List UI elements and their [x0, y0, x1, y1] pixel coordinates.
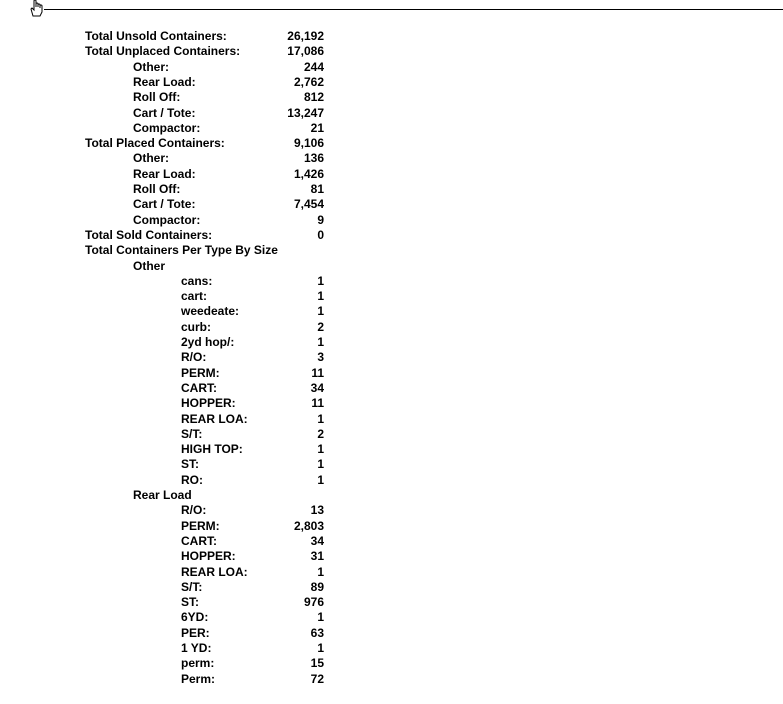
row-value: 31: [310, 549, 324, 564]
summary-row: [0, 90, 330, 105]
row-label: 2yd hop/:: [181, 335, 235, 349]
row-value: 0: [317, 227, 324, 242]
row-label: 1 YD:: [181, 641, 212, 655]
row-label: REAR LOA:: [181, 411, 248, 426]
row-value: 15: [310, 656, 324, 671]
size-row: [0, 442, 330, 457]
row-label: S/T:: [181, 579, 203, 594]
row-label: Compactor:: [133, 212, 201, 227]
row-value: 1: [317, 335, 324, 349]
row-value: 1: [317, 411, 324, 426]
row-value: 34: [310, 380, 324, 395]
row-label: CART:: [181, 533, 217, 548]
summary-row: [0, 121, 330, 136]
row-value: 7,454: [293, 197, 324, 212]
page-top-rule: [44, 9, 783, 10]
row-label: REAR LOA:: [181, 564, 248, 579]
size-row: [0, 610, 330, 625]
size-row: [0, 350, 330, 365]
row-value: 72: [310, 671, 324, 686]
size-row: [0, 595, 330, 610]
row-value: 1: [317, 610, 324, 625]
row-label: curb:: [181, 319, 211, 334]
row-label: Cart / Tote:: [133, 197, 196, 212]
row-label: Other:: [133, 151, 169, 166]
row-label: RO:: [181, 472, 203, 487]
row-label: Roll Off:: [133, 90, 181, 105]
size-row: [0, 335, 330, 350]
size-row: [0, 534, 330, 549]
row-label: Other: [133, 258, 166, 273]
size-row: [0, 457, 330, 472]
summary-row: [0, 75, 330, 90]
row-label: PERM:: [181, 518, 220, 533]
row-value: 1: [317, 273, 324, 288]
row-label: Compactor:: [133, 120, 201, 135]
row-label: Cart / Tote:: [133, 105, 196, 120]
row-label: Rear Load: [133, 488, 192, 502]
size-row: [0, 641, 330, 656]
row-label: PER:: [181, 625, 210, 640]
group-header: [0, 488, 330, 503]
row-label: R/O:: [181, 503, 207, 518]
row-label: Roll Off:: [133, 182, 181, 196]
row-value: 34: [310, 533, 324, 548]
row-value: 976: [303, 595, 324, 610]
row-value: 136: [303, 151, 324, 166]
row-value: 9: [317, 212, 324, 227]
summary-row: [0, 197, 330, 212]
summary-row: [0, 44, 330, 59]
size-row: [0, 503, 330, 518]
row-value: 9,106: [293, 136, 324, 151]
row-label: Rear Load:: [133, 74, 196, 89]
size-row: [0, 580, 330, 595]
summary-row: [0, 106, 330, 121]
row-value: 63: [310, 625, 324, 640]
size-row: [0, 289, 330, 304]
size-row: [0, 672, 330, 687]
size-row: [0, 626, 330, 641]
row-label: 6YD:: [181, 610, 209, 625]
row-value: 11: [311, 396, 324, 411]
row-label: Other:: [133, 59, 169, 74]
row-label: cans:: [181, 273, 213, 288]
row-value: 13,247: [287, 105, 324, 120]
summary-row: [0, 136, 330, 151]
row-label: Total Unplaced Containers:: [85, 44, 241, 59]
size-row: [0, 656, 330, 671]
summary-row: [0, 213, 330, 228]
row-value: 1: [317, 641, 324, 655]
row-value: 2,762: [293, 74, 324, 89]
row-value: 812: [303, 90, 324, 105]
row-value: 2: [317, 426, 324, 441]
size-row: [0, 381, 330, 396]
row-label: R/O:: [181, 350, 207, 365]
size-row: [0, 427, 330, 442]
row-label: perm:: [181, 656, 215, 671]
row-label: Total Sold Containers:: [85, 227, 213, 242]
summary-row: [0, 151, 330, 166]
row-value: 244: [303, 59, 324, 74]
size-row: [0, 366, 330, 381]
summary-row: [0, 243, 330, 258]
summary-row: [0, 167, 330, 182]
row-value: 26,192: [287, 29, 324, 43]
size-row: [0, 565, 330, 580]
row-label: Perm:: [181, 671, 216, 686]
summary-row: [0, 60, 330, 75]
row-label: ST:: [181, 595, 199, 610]
row-label: cart:: [181, 289, 208, 304]
size-row: [0, 396, 330, 411]
row-value: 1: [317, 457, 324, 472]
size-row: [0, 304, 330, 319]
row-label: PERM:: [181, 365, 220, 380]
row-label: S/T:: [181, 426, 203, 441]
hand-pointer-icon: [27, 0, 47, 18]
row-value: 1: [317, 289, 324, 304]
summary-row: [0, 182, 330, 197]
row-label: HOPPER:: [181, 549, 236, 564]
summary-row: [0, 29, 330, 44]
group-header: [0, 259, 330, 274]
row-value: 13: [310, 503, 324, 518]
row-value: 3: [317, 350, 324, 365]
row-label: Total Placed Containers:: [85, 136, 225, 151]
size-row: [0, 519, 330, 534]
size-row: [0, 549, 330, 564]
size-row: [0, 473, 330, 488]
row-value: 2,803: [293, 518, 324, 533]
row-value: 1: [317, 442, 324, 457]
row-label: Total Unsold Containers:: [85, 29, 227, 43]
row-label: HIGH TOP:: [181, 442, 243, 457]
row-label: CART:: [181, 380, 217, 395]
row-value: 1: [317, 472, 324, 487]
row-value: 2: [317, 319, 324, 334]
summary-row: [0, 228, 330, 243]
row-value: 17,086: [287, 44, 324, 59]
row-label: weedeate:: [181, 304, 240, 319]
row-value: 1: [317, 564, 324, 579]
row-value: 21: [310, 120, 324, 135]
row-value: 1: [317, 304, 324, 319]
row-value: 89: [310, 579, 324, 594]
row-label: HOPPER:: [181, 396, 236, 411]
size-row: [0, 320, 330, 335]
row-value: 11: [311, 365, 324, 380]
size-row: [0, 274, 330, 289]
row-label: Rear Load:: [133, 166, 196, 181]
row-label: Total Containers Per Type By Size: [85, 243, 278, 258]
row-label: ST:: [181, 457, 199, 472]
row-value: 81: [310, 182, 324, 196]
size-row: [0, 412, 330, 427]
row-value: 1,426: [293, 166, 324, 181]
